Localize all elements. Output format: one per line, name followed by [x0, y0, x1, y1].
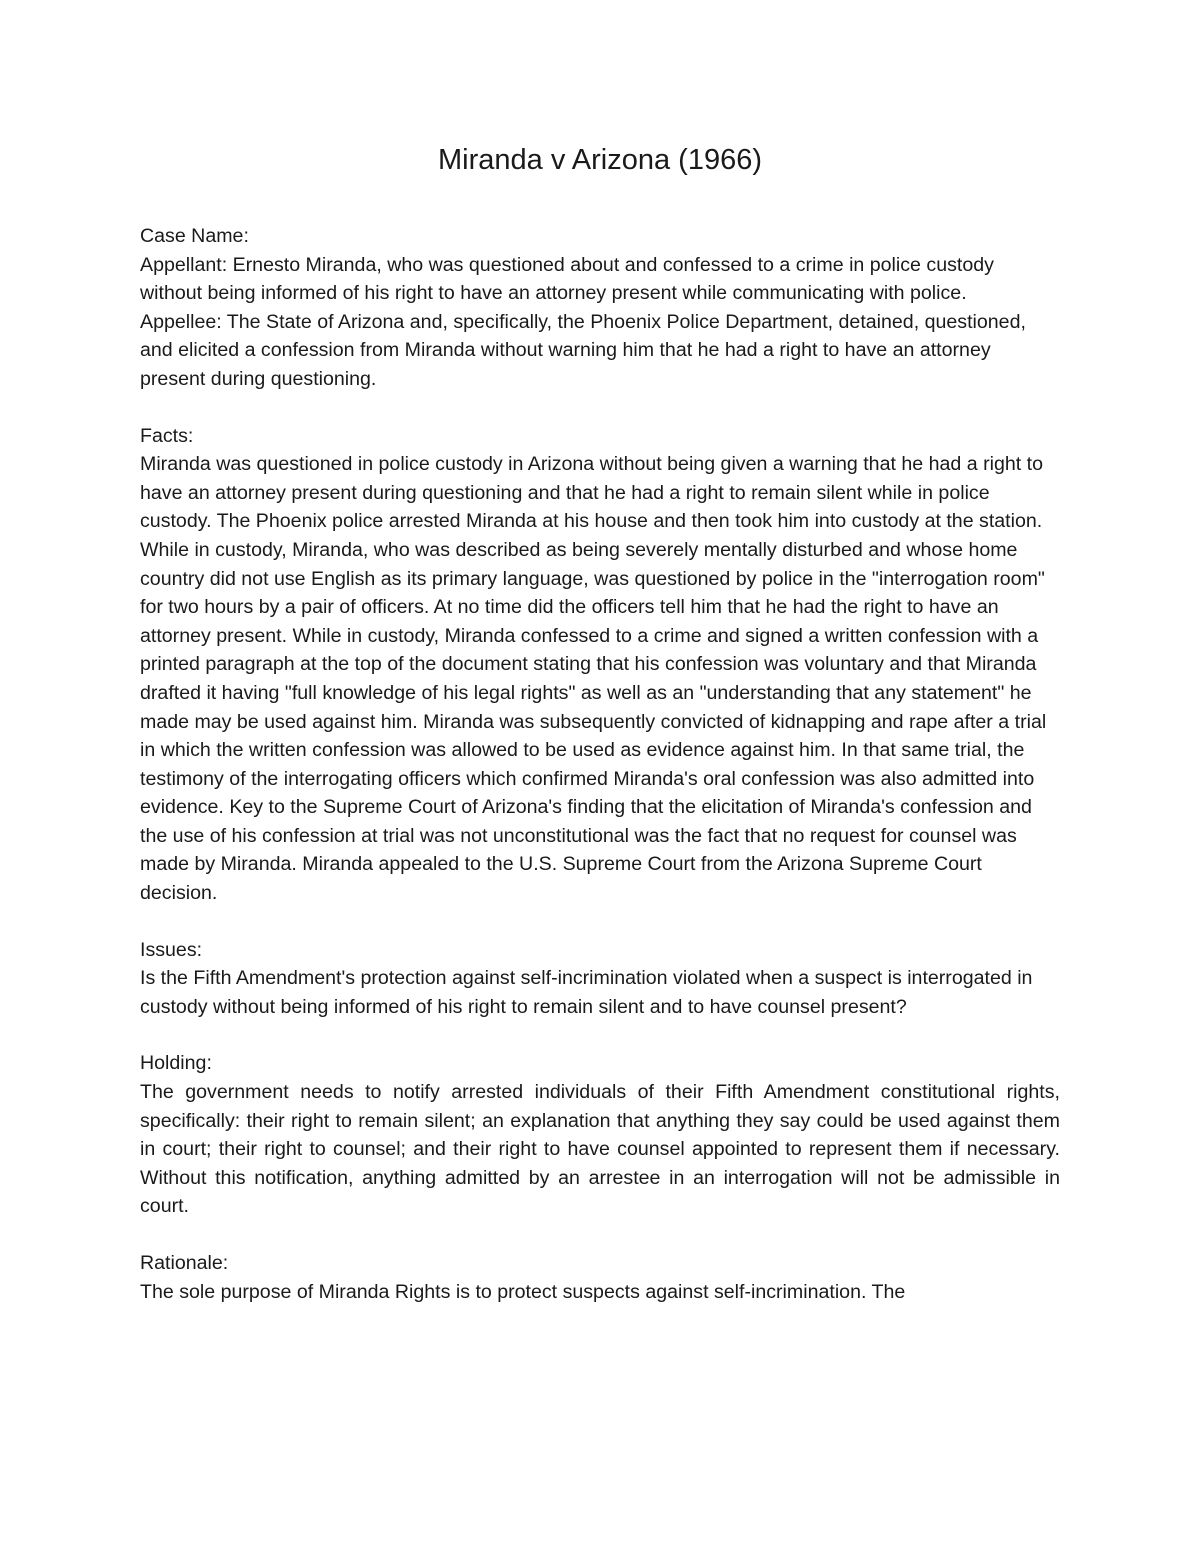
page-title: Miranda v Arizona (1966)	[438, 144, 762, 176]
section-facts	[140, 422, 1060, 908]
holding-paragraph: The government needs to notify arrested individuals of their Fifth Amendment constitutional rights, specifically: their right to remain silent; an explanation that anything they say could be used against them in court; their right to counsel; and their right to have counsel appointed to represent them if necessary. Without this notification, anything admitted by an arrestee in an interrogation will not be admissible in court.	[140, 1081, 1060, 1218]
document-page	[140, 140, 1060, 1334]
section-heading: Issues:	[140, 938, 203, 961]
section-heading: Holding:	[140, 1052, 212, 1075]
section-heading: Rationale:	[140, 1252, 229, 1274]
section-heading: Facts:	[140, 424, 194, 447]
appellee-paragraph: Appellee: The State of Arizona and, specifically, the Phoenix Police Department, detained, questioned, and elicited a confession from Miranda without warning him that he had a right to have an attorney present during questioning.	[140, 310, 1026, 390]
section-heading: Case Name:	[140, 225, 249, 247]
section-issues	[140, 936, 1060, 1022]
section-case-name	[140, 222, 1060, 394]
section-holding	[140, 1049, 1060, 1221]
section-rationale	[140, 1249, 1060, 1306]
issues-paragraph: Is the Fifth Amendment's protection against self-incrimination violated when a suspect is interrogated in custody without being informed of his right to remain silent and to have counsel present?	[140, 967, 1033, 1018]
rationale-paragraph: The sole purpose of Miranda Rights is to protect suspects against self-incrimination. The	[140, 1280, 906, 1303]
appellant-paragraph: Appellant: Ernesto Miranda, who was questioned about and confessed to a crime in police custody without being informed of his right to have an attorney present while communicating with police.	[140, 253, 994, 305]
facts-paragraph: Miranda was questioned in police custody in Arizona without being given a warning that he had a right to have an attorney present during questioning and that he had a right to remain silent while in police custody. The Phoenix police arrested Miranda at his house and then took him into custody at the station. While in custody, Miranda, who was described as being severely mentally disturbed and whose home country did not use English as its primary language, was questioned by police in the "interrogation room" for two hours by a pair of officers. At no time did the officers tell him that he had the right to have an attorney present. While in custody, Miranda confessed to a crime and signed a written confession with a printed paragraph at the top of the document stating that his confession was voluntary and that Miranda drafted it having "full knowledge of his legal rights" as well as an "understanding that any statement" he made may be used against him. Miranda was subsequently convicted of kidnapping and rape after a trial in which the written confession was allowed to be used as evidence against him. In that same trial, the testimony of the interrogating officers which confirmed Miranda's oral confession was also admitted into evidence. Key to the Supreme Court of Arizona's finding that the elicitation of Miranda's confession and the use of his confession at trial was not unconstitutional was the fact that no request for counsel was made by Miranda. Miranda appealed to the U.S. Supreme Court from the Arizona Supreme Court decision.	[140, 453, 1047, 905]
